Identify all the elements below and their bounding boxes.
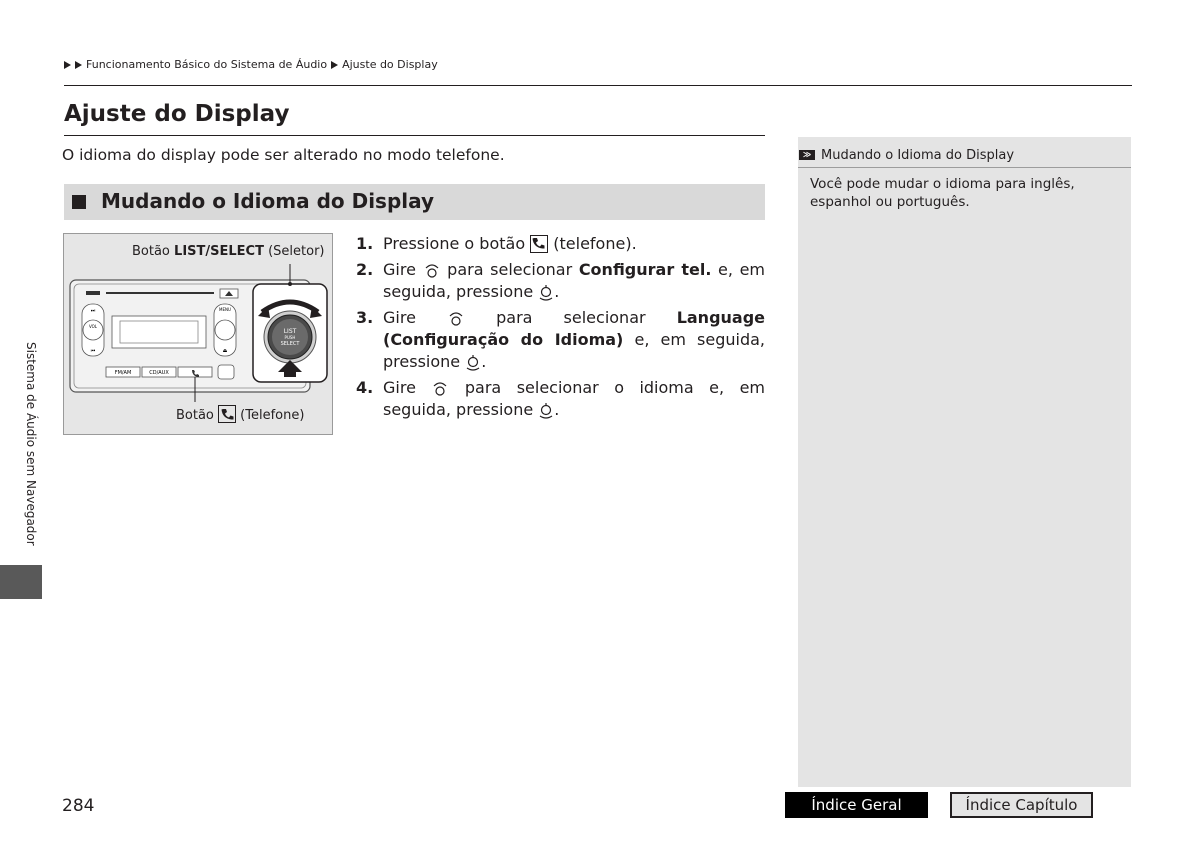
step-2-bold: Configurar tel. bbox=[578, 260, 712, 279]
page-number: 284 bbox=[62, 796, 95, 816]
chapter-tab[interactable] bbox=[0, 565, 42, 599]
rotate-knob-icon bbox=[423, 262, 441, 280]
step-2-text-a: Gire bbox=[383, 260, 423, 279]
vol-text: VOL bbox=[88, 324, 98, 329]
breadcrumb-section[interactable]: Funcionamento Básico do Sistema de Áudio bbox=[86, 58, 328, 71]
double-arrow-icon-2 bbox=[75, 61, 82, 69]
step-text bbox=[383, 259, 765, 303]
step-2-text-b: para selecionar bbox=[440, 260, 579, 279]
chapter-index-button[interactable]: Índice Capítulo bbox=[950, 792, 1093, 818]
step-number: 4. bbox=[356, 378, 374, 397]
svg-text:⏏: ⏏ bbox=[222, 348, 228, 354]
arrow-icon bbox=[331, 61, 338, 69]
reference-arrow-icon: ≫ bbox=[799, 150, 815, 160]
press-knob-icon bbox=[465, 354, 481, 372]
step-number: 3. bbox=[356, 308, 374, 327]
chapter-side-label-text: Sistema de Áudio sem Navegador bbox=[24, 342, 38, 546]
knob-select-text: SELECT bbox=[280, 341, 300, 347]
step-1-text-b: (telefone). bbox=[548, 234, 637, 253]
step-3-bold: Language (Configuração do Idioma) bbox=[383, 308, 766, 349]
step-item bbox=[356, 307, 765, 373]
section-square-icon bbox=[72, 195, 86, 209]
steps-list bbox=[356, 233, 765, 425]
svg-text:⏭: ⏭ bbox=[90, 308, 96, 314]
chapter-side-label bbox=[22, 342, 40, 562]
breadcrumb-page[interactable]: Ajuste do Display bbox=[342, 58, 438, 71]
step-2-text-d: . bbox=[554, 282, 560, 301]
intro-text: O idioma do display pode ser alterado no modo telefone. bbox=[62, 146, 505, 164]
double-arrow-icon bbox=[64, 61, 71, 69]
phone-icon bbox=[218, 405, 236, 423]
menu-text: MENU bbox=[219, 307, 231, 312]
step-item bbox=[356, 259, 765, 303]
phone-icon bbox=[530, 235, 548, 253]
selector-label-bold: LIST/SELECT bbox=[174, 244, 264, 259]
title-rule bbox=[64, 135, 765, 136]
rotate-knob-icon bbox=[431, 380, 449, 398]
phone-button-label bbox=[176, 405, 304, 423]
sidebar-heading: Mudando o Idioma do Display bbox=[821, 148, 1015, 163]
step-item bbox=[356, 233, 765, 255]
section-title: Mudando o Idioma do Display bbox=[101, 189, 435, 213]
rotate-knob-icon bbox=[447, 310, 465, 328]
breadcrumb bbox=[64, 58, 438, 71]
sidebar-body: Você pode mudar o idioma para inglês, espanhol ou português. bbox=[810, 176, 1075, 210]
step-1-text-a: Pressione o botão bbox=[383, 234, 531, 253]
cd-aux-text: CD/AUX bbox=[149, 370, 169, 376]
step-4-text-a: Gire bbox=[383, 378, 432, 397]
svg-text:⏮: ⏮ bbox=[90, 348, 96, 354]
step-text bbox=[383, 233, 765, 255]
step-4-text-b: para selecionar o idioma e, em seguida, pressione bbox=[383, 378, 765, 419]
audio-panel-drawing bbox=[64, 234, 332, 434]
selector-label-pre: Botão bbox=[132, 244, 175, 259]
phone-label-pre: Botão bbox=[176, 408, 219, 423]
notes-sidebar bbox=[798, 137, 1131, 787]
step-number: 1. bbox=[356, 234, 374, 253]
knob-list-text: LIST bbox=[283, 328, 297, 335]
fm-am-text: FM/AM bbox=[114, 370, 132, 376]
press-knob-icon bbox=[538, 284, 554, 302]
knob-push-text: PUSH bbox=[284, 335, 296, 340]
step-text bbox=[383, 377, 765, 421]
step-3-text-b: para selecionar bbox=[465, 308, 677, 327]
step-2-text-c: e, em seguida, pressione bbox=[383, 260, 766, 301]
step-3-text-c: e, em seguida, pressione bbox=[383, 330, 765, 371]
header-rule bbox=[64, 85, 1132, 86]
step-3-text-d: . bbox=[481, 352, 487, 371]
step-4-text-d: . bbox=[554, 400, 560, 419]
step-number: 2. bbox=[356, 260, 374, 279]
press-knob-icon bbox=[538, 402, 554, 420]
page-title: Ajuste do Display bbox=[64, 101, 290, 127]
step-3-text-a: Gire bbox=[383, 308, 448, 327]
index-button[interactable]: Índice Geral bbox=[785, 792, 928, 818]
step-text bbox=[383, 307, 765, 373]
audio-panel-figure bbox=[63, 233, 333, 435]
selector-label-post: (Seletor) bbox=[263, 244, 325, 259]
phone-label-post: (Telefone) bbox=[236, 408, 305, 423]
step-item bbox=[356, 377, 765, 421]
